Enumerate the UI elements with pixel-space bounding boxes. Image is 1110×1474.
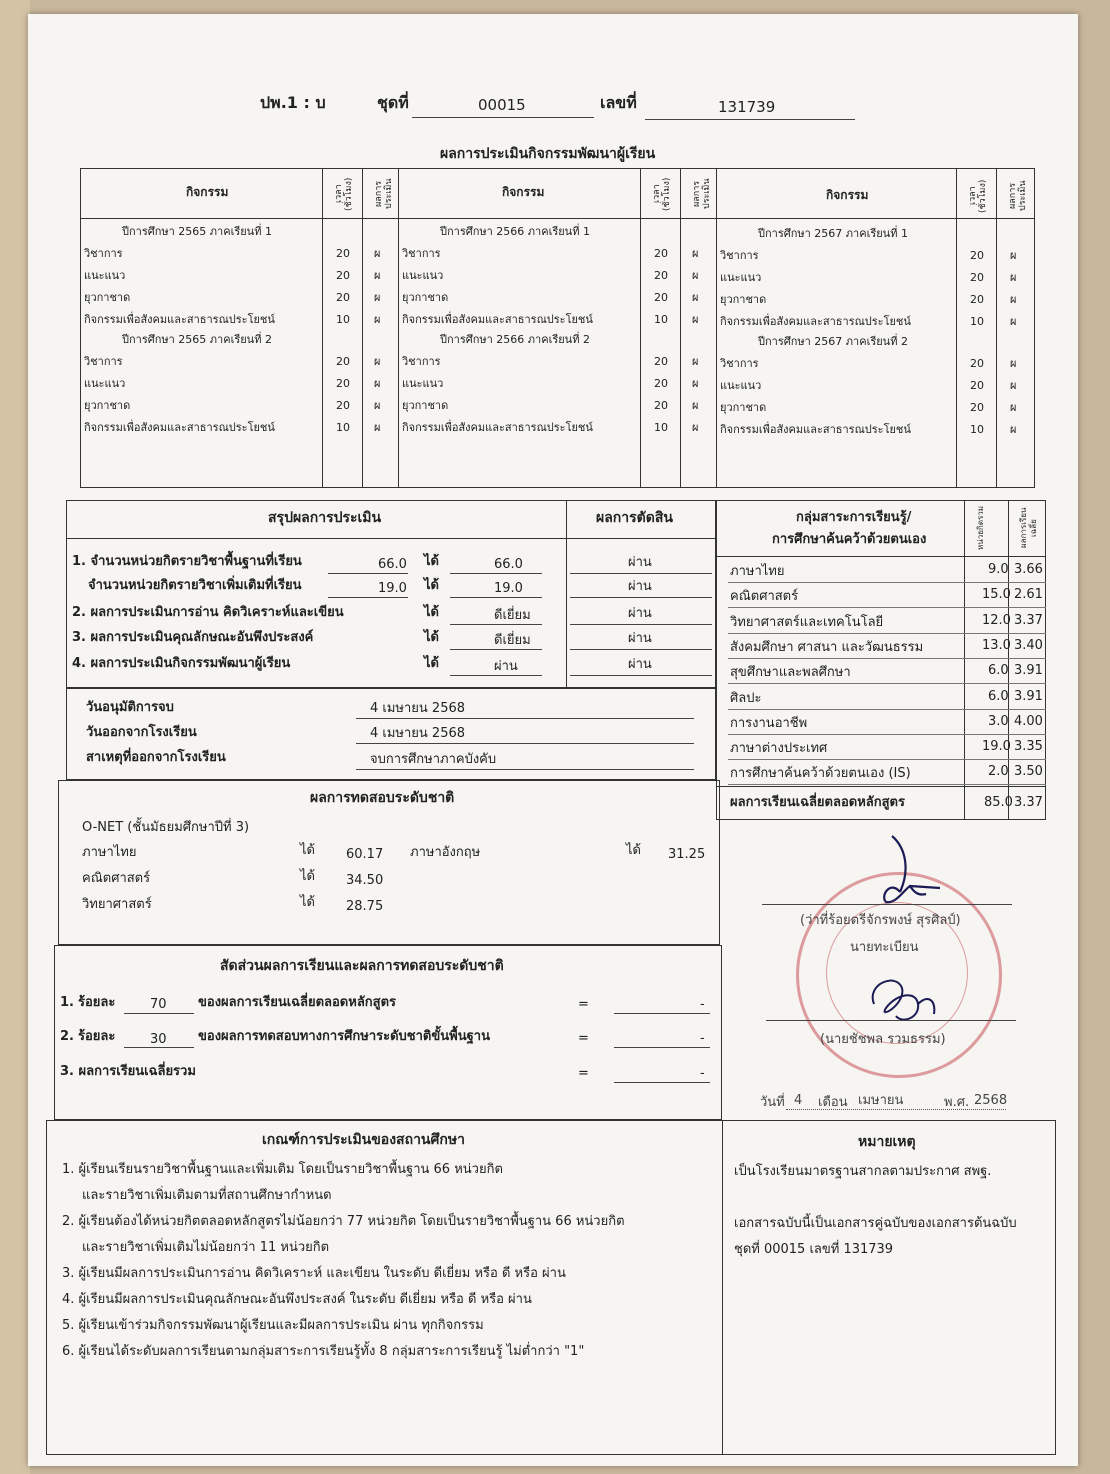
decision-title: ผลการตัดสิน: [596, 510, 673, 526]
term-title: ปีการศึกษา 2565 ภาคเรียนที่ 1: [122, 225, 272, 238]
grade-gpa: 3.50: [1014, 764, 1043, 780]
summary-underline: [570, 624, 712, 625]
activity-name: กิจกรรมเพื่อสังคมและสาธารณประโยชน์: [720, 423, 911, 436]
date-month: เมษายน: [858, 1093, 904, 1108]
grade-row-line: [728, 709, 1046, 710]
activity-result: ผ: [374, 421, 381, 434]
summary-underline: [570, 675, 712, 676]
activity-name: วิชาการ: [402, 247, 441, 260]
activity-name: ยุวกาชาด: [84, 291, 131, 304]
prop-line1-value: -: [700, 997, 705, 1012]
date-day: 4: [794, 1093, 803, 1108]
grade-subject: ภาษาไทย: [730, 564, 785, 579]
prop-line2-number: 2.: [60, 1029, 74, 1044]
activity-name: กิจกรรมเพื่อสังคมและสาธารณประโยชน์: [720, 315, 911, 328]
grade-gpa: 4.00: [1014, 713, 1043, 729]
criteria-item: 2. ผู้เรียนต้องได้หน่วยกิตตลอดหลักสูตรไม่น้อยกว่า 77 หน่วยกิต โดยเป็นรายวิชาพื้นฐาน 66 หน่วยกิต: [62, 1214, 625, 1229]
summary-item-label: 2. ผลการประเมินการอ่าน คิดวิเคราะห์และเขียน: [72, 605, 344, 620]
onet-score: 34.50: [346, 873, 384, 888]
summary-item-label: 4. ผลการประเมินกิจกรรมพัฒนาผู้เรียน: [72, 656, 291, 671]
background-left: [0, 0, 30, 1474]
prop-line1-pct-label: ร้อยละ: [78, 995, 116, 1010]
activity-name: วิชาการ: [84, 247, 123, 260]
activity-hours: 20: [654, 269, 668, 282]
number-underline: [645, 119, 855, 120]
col-activity-header: กิจกรรม: [186, 185, 229, 199]
activity-hours: 20: [654, 377, 668, 390]
onet-title: ผลการทดสอบระดับชาติ: [310, 790, 455, 806]
activity-name: วิชาการ: [402, 355, 441, 368]
activity-hours: 20: [654, 247, 668, 260]
date-prefix: วันที่: [760, 1095, 785, 1110]
criteria-item: และรายวิชาเพิ่มเติมตามที่สถานศึกษากำหนด: [82, 1188, 332, 1203]
activity-hours: 10: [654, 421, 668, 434]
remarks-line1: เป็นโรงเรียนมาตรฐานสากลตามประกาศ สพฐ.: [734, 1164, 992, 1179]
activity-result: ผ: [1010, 379, 1017, 392]
set-number: 00015: [478, 96, 526, 114]
prop-line2-eq: =: [578, 1031, 589, 1046]
activity-result: ผ: [374, 377, 381, 390]
activity-hours: 10: [970, 423, 984, 436]
activity-name: กิจกรรมเพื่อสังคมและสาธารณประโยชน์: [402, 313, 593, 326]
grade-subject: สุขศึกษาและพลศึกษา: [730, 665, 851, 681]
activity-hours: 20: [336, 399, 350, 412]
prop-line1-text: ของผลการเรียนเฉลี่ยตลอดหลักสูตร: [198, 995, 397, 1010]
set-label: ชุดที่: [377, 93, 409, 112]
approve-date-label: วันอนุมัติการจบ: [86, 700, 174, 715]
criteria-title: เกณฑ์การประเมินของสถานศึกษา: [262, 1132, 465, 1148]
summary-underline: [450, 649, 542, 650]
activity-name: แนะแนว: [402, 269, 444, 282]
col-result-header: ผลการประเมิน: [374, 178, 394, 210]
activity-result: ผ: [374, 313, 381, 326]
prop-line1-pct: 70: [150, 997, 167, 1012]
criteria-item: 3. ผู้เรียนมีผลการประเมินการอ่าน คิดวิเคราะห์ และเขียน ในระดับ ดีเยี่ยม หรือ ดี หรือ ผ่าน: [62, 1266, 566, 1281]
activity-hours: 10: [654, 313, 668, 326]
grade-gpa: 3.66: [1014, 562, 1043, 577]
activity-name: ยุวกาชาด: [402, 399, 449, 412]
prop-line2-pct: 30: [150, 1032, 167, 1047]
onet-subject: วิทยาศาสตร์: [82, 897, 152, 912]
onet-english-score: 31.25: [668, 847, 706, 862]
summary-underline: [570, 597, 712, 598]
grade-gpa: 3.37: [1014, 612, 1043, 628]
summary-value-earned: 66.0: [494, 557, 523, 572]
criteria-item: 1. ผู้เรียนเรียนรายวิชาพื้นฐานและเพิ่มเติม โดยเป็นรายวิชาพื้นฐาน 66 หน่วยกิต: [62, 1162, 503, 1177]
activity-result: ผ: [374, 291, 381, 304]
prop-line3-text: 3. ผลการเรียนเฉลี่ยรวม: [60, 1064, 196, 1079]
grade-credits: 19.0: [982, 739, 1011, 755]
grade-subject: ภาษาต่างประเทศ: [730, 741, 828, 757]
prop-line3-value: -: [700, 1066, 705, 1081]
onet-got-label: ได้: [300, 895, 315, 910]
summary-got-label: ได้: [424, 605, 439, 620]
activity-name: วิชาการ: [84, 355, 123, 368]
activity-name: แนะแนว: [720, 271, 762, 284]
activity-result: ผ: [1010, 271, 1017, 284]
date-year: 2568: [974, 1093, 1008, 1108]
grade-row-line: [728, 633, 1046, 634]
grade-credits: 13.0: [982, 637, 1011, 653]
term-title: ปีการศึกษา 2565 ภาคเรียนที่ 2: [122, 333, 272, 346]
grade-credits: 12.0: [982, 612, 1011, 628]
grade-gpa: 3.91: [1014, 688, 1043, 704]
grade-credits: 6.0: [988, 663, 1009, 679]
activity-result: ผ: [692, 421, 699, 434]
activity-hours: 10: [970, 315, 984, 328]
summary-underline: [328, 573, 408, 574]
prop-line3-eq: =: [578, 1066, 589, 1081]
approve-date: 4 เมษายน 2568: [370, 701, 466, 716]
grade-row-line: [728, 582, 1046, 583]
summary-value-earned: ผ่าน: [494, 659, 518, 674]
criteria-item: และรายวิชาเพิ่มเติมไม่น้อยกว่า 11 หน่วยกิต: [82, 1240, 330, 1255]
summary-got-label: ได้: [424, 554, 439, 569]
document-number: 131739: [718, 98, 776, 116]
leave-reason: จบการศึกษาภาคบังคับ: [370, 752, 497, 767]
leave-reason-label: สาเหตุที่ออกจากโรงเรียน: [86, 750, 226, 765]
total-gpa-label: ผลการเรียนเฉลี่ยตลอดหลักสูตร: [730, 795, 905, 810]
activity-result: ผ: [692, 313, 699, 326]
activity-name: วิชาการ: [720, 249, 759, 262]
summary-underline: [450, 597, 542, 598]
activity-name: ยุวกาชาด: [720, 401, 767, 414]
activity-hours: 20: [336, 269, 350, 282]
number-label: เลขที่: [600, 93, 637, 112]
summary-decision: ผ่าน: [628, 631, 652, 646]
activity-result: ผ: [1010, 401, 1017, 414]
term-title: ปีการศึกษา 2567 ภาคเรียนที่ 1: [758, 227, 908, 240]
grade-gpa: 3.35: [1014, 739, 1043, 755]
grade-gpa: 2.61: [1014, 587, 1043, 603]
summary-decision: ผ่าน: [628, 657, 652, 672]
total-gpa: 3.37: [1014, 795, 1043, 810]
activity-hours: 20: [336, 247, 350, 260]
director-signature: [856, 964, 956, 1034]
activity-name: วิชาการ: [720, 357, 759, 370]
summary-decision: ผ่าน: [628, 579, 652, 594]
leave-date: 4 เมษายน 2568: [370, 726, 466, 741]
grades-title-line2: การศึกษาค้นคว้าด้วยตนเอง: [772, 532, 927, 547]
date-year-label: พ.ศ.: [944, 1095, 970, 1110]
grade-row-line: [728, 658, 1046, 659]
summary-title: สรุปผลการประเมิน: [268, 510, 382, 526]
activities-title: ผลการประเมินกิจกรรมพัฒนาผู้เรียน: [440, 146, 656, 162]
prop-line2-pct-label: ร้อยละ: [78, 1029, 116, 1044]
activity-result: ผ: [692, 291, 699, 304]
term-title: ปีการศึกษา 2566 ภาคเรียนที่ 2: [440, 333, 590, 346]
col-hours-header: เวลา (ชั่วโมง): [334, 177, 354, 211]
criteria-item: 6. ผู้เรียนได้ระดับผลการเรียนตามกลุ่มสาระการเรียนรู้ทั้ง 8 กลุ่มสาระการเรียนรู้ ไม่ต่ำกว่า "1": [62, 1344, 585, 1359]
grade-credits: 3.0: [988, 713, 1009, 729]
summary-value-studied: 19.0: [378, 581, 407, 596]
set-underline: [412, 117, 594, 118]
activity-hours: 20: [970, 357, 984, 370]
registrar-name: (ว่าที่ร้อยตรีจักรพงษ์ สุรศิลป์): [800, 913, 961, 928]
summary-underline: [450, 573, 542, 574]
activity-result: ผ: [374, 247, 381, 260]
activity-name: กิจกรรมเพื่อสังคมและสาธารณประโยชน์: [84, 313, 275, 326]
onet-got-label: ได้: [300, 843, 315, 858]
activity-hours: 20: [970, 293, 984, 306]
activity-result: ผ: [374, 269, 381, 282]
form-code: ปพ.1 : บ: [260, 93, 326, 112]
activities-header-line: [80, 218, 1035, 219]
grade-subject: วิทยาศาสตร์และเทคโนโลยี: [730, 614, 884, 630]
criteria-item: 4. ผู้เรียนมีผลการประเมินคุณลักษณะอันพึงประสงค์ ในระดับ ดีเยี่ยม หรือ ดี หรือ ผ่าน: [62, 1292, 532, 1307]
activity-name: แนะแนว: [84, 269, 126, 282]
summary-item-label: 1. จำนวนหน่วยกิตรายวิชาพื้นฐานที่เรียน: [72, 554, 302, 569]
summary-decision: ผ่าน: [628, 555, 652, 570]
onet-score: 28.75: [346, 899, 384, 914]
activity-hours: 20: [336, 355, 350, 368]
prop-line1-number: 1.: [60, 995, 74, 1010]
leave-date-label: วันออกจากโรงเรียน: [86, 725, 197, 740]
activity-name: กิจกรรมเพื่อสังคมและสาธารณประโยชน์: [402, 421, 593, 434]
grade-subject: การงานอาชีพ: [730, 715, 808, 731]
summary-got-label: ได้: [424, 578, 439, 593]
onet-score: 60.17: [346, 847, 384, 862]
col-result-header: ผลการประเมิน: [692, 178, 712, 210]
onet-got-label: ได้: [300, 869, 315, 884]
director-name: (นายชัชพล รวมธรรม): [820, 1032, 946, 1047]
activity-result: ผ: [1010, 357, 1017, 370]
activity-result: ผ: [692, 247, 699, 260]
summary-underline: [328, 597, 408, 598]
col-hours-header: เวลา (ชั่วโมง): [652, 177, 672, 211]
activity-hours: 10: [336, 421, 350, 434]
summary-underline: [570, 573, 712, 574]
remarks-line3: ชุดที่ 00015 เลขที่ 131739: [734, 1242, 894, 1257]
col-hours-header: เวลา (ชั่วโมง): [968, 179, 988, 213]
activity-hours: 20: [654, 399, 668, 412]
onet-got-label: ได้: [626, 843, 641, 858]
term-title: ปีการศึกษา 2566 ภาคเรียนที่ 1: [440, 225, 590, 238]
activity-name: ยุวกาชาด: [720, 293, 767, 306]
summary-value-earned: ดีเยี่ยม: [494, 608, 531, 623]
activity-hours: 20: [336, 291, 350, 304]
grade-subject: การศึกษาค้นคว้าด้วยตนเอง (IS): [730, 766, 911, 782]
prop-line2-value: -: [700, 1031, 705, 1046]
term-title: ปีการศึกษา 2567 ภาคเรียนที่ 2: [758, 335, 908, 348]
prop-line2-text: ของผลการทดสอบทางการศึกษาระดับชาติขั้นพื้นฐาน: [198, 1029, 490, 1044]
activity-hours: 10: [336, 313, 350, 326]
grade-credits: 15.0: [982, 587, 1011, 603]
registrar-signature: [840, 830, 960, 910]
summary-got-label: ได้: [424, 630, 439, 645]
activity-result: ผ: [374, 399, 381, 412]
summary-got-label: ได้: [424, 656, 439, 671]
criteria-item: 5. ผู้เรียนเข้าร่วมกิจกรรมพัฒนาผู้เรียนและมีผลการประเมิน ผ่าน ทุกกิจกรรม: [62, 1318, 484, 1333]
summary-item-label: 3. ผลการประเมินคุณลักษณะอันพึงประสงค์: [72, 630, 314, 645]
col-gpa-header: ผลการเรียนเฉลี่ย: [1019, 507, 1038, 549]
grade-row-line: [728, 607, 1046, 608]
activity-name: แนะแนว: [84, 377, 126, 390]
activity-result: ผ: [1010, 423, 1017, 436]
grade-subject: สังคมศึกษา ศาสนา และวัฒนธรรม: [730, 639, 924, 655]
registrar-title: นายทะเบียน: [850, 940, 919, 955]
activity-hours: 20: [970, 249, 984, 262]
grade-credits: 9.0: [988, 562, 1009, 577]
col-result-header: ผลการประเมิน: [1008, 180, 1028, 212]
activity-result: ผ: [1010, 249, 1017, 262]
activity-result: ผ: [692, 355, 699, 368]
onet-subject: ภาษาไทย: [82, 845, 137, 860]
grades-title-line1: กลุ่มสาระการเรียนรู้/: [796, 510, 912, 525]
activity-result: ผ: [692, 269, 699, 282]
summary-underline: [570, 649, 712, 650]
grade-row-line: [728, 683, 1046, 684]
grade-credits: 2.0: [988, 764, 1009, 780]
grade-row-line: [728, 759, 1046, 760]
activity-name: แนะแนว: [402, 377, 444, 390]
col-activity-header: กิจกรรม: [826, 188, 869, 202]
activity-result: ผ: [1010, 315, 1017, 328]
activity-name: ยุวกาชาด: [402, 291, 449, 304]
summary-underline: [450, 624, 542, 625]
activity-hours: 20: [970, 401, 984, 414]
activity-hours: 20: [970, 379, 984, 392]
grade-gpa: 3.91: [1014, 663, 1043, 679]
summary-underline: [450, 675, 542, 676]
summary-value-earned: 19.0: [494, 581, 523, 596]
summary-value-earned: ดีเยี่ยม: [494, 633, 531, 648]
grade-credits: 6.0: [988, 688, 1009, 704]
activity-name: ยุวกาชาด: [84, 399, 131, 412]
onet-level: O-NET (ชั้นมัธยมศึกษาปีที่ 3): [82, 820, 250, 835]
total-credits: 85.0: [984, 795, 1013, 810]
date-month-label: เดือน: [818, 1095, 848, 1110]
grade-gpa: 3.40: [1014, 637, 1043, 653]
col-activity-header: กิจกรรม: [502, 185, 545, 199]
summary-item-label: จำนวนหน่วยกิตรายวิชาเพิ่มเติมที่เรียน: [88, 578, 302, 593]
activity-result: ผ: [1010, 293, 1017, 306]
activity-result: ผ: [692, 399, 699, 412]
proportion-title: สัดส่วนผลการเรียนและผลการทดสอบระดับชาติ: [220, 958, 504, 974]
grade-subject: ศิลปะ: [730, 690, 762, 706]
remarks-line2: เอกสารฉบับนี้เป็นเอกสารคู่ฉบับของเอกสารต้นฉบับ: [734, 1216, 1017, 1231]
activity-result: ผ: [374, 355, 381, 368]
activity-name: แนะแนว: [720, 379, 762, 392]
col-credits-header: หน่วยกิตรวม: [976, 505, 985, 551]
activity-hours: 20: [336, 377, 350, 390]
remarks-title: หมายเหตุ: [858, 1134, 916, 1150]
prop-line1-eq: =: [578, 997, 589, 1012]
activity-hours: 20: [654, 291, 668, 304]
onet-subject: คณิตศาสตร์: [82, 871, 151, 886]
activity-result: ผ: [692, 377, 699, 390]
summary-decision: ผ่าน: [628, 606, 652, 621]
activity-hours: 20: [970, 271, 984, 284]
grade-row-line: [728, 784, 1046, 785]
activity-hours: 20: [654, 355, 668, 368]
summary-value-studied: 66.0: [378, 557, 407, 572]
onet-english-label: ภาษาอังกฤษ: [410, 845, 481, 860]
grade-subject: คณิตศาสตร์: [730, 589, 799, 605]
grade-row-line: [728, 734, 1046, 735]
activity-name: กิจกรรมเพื่อสังคมและสาธารณประโยชน์: [84, 421, 275, 434]
